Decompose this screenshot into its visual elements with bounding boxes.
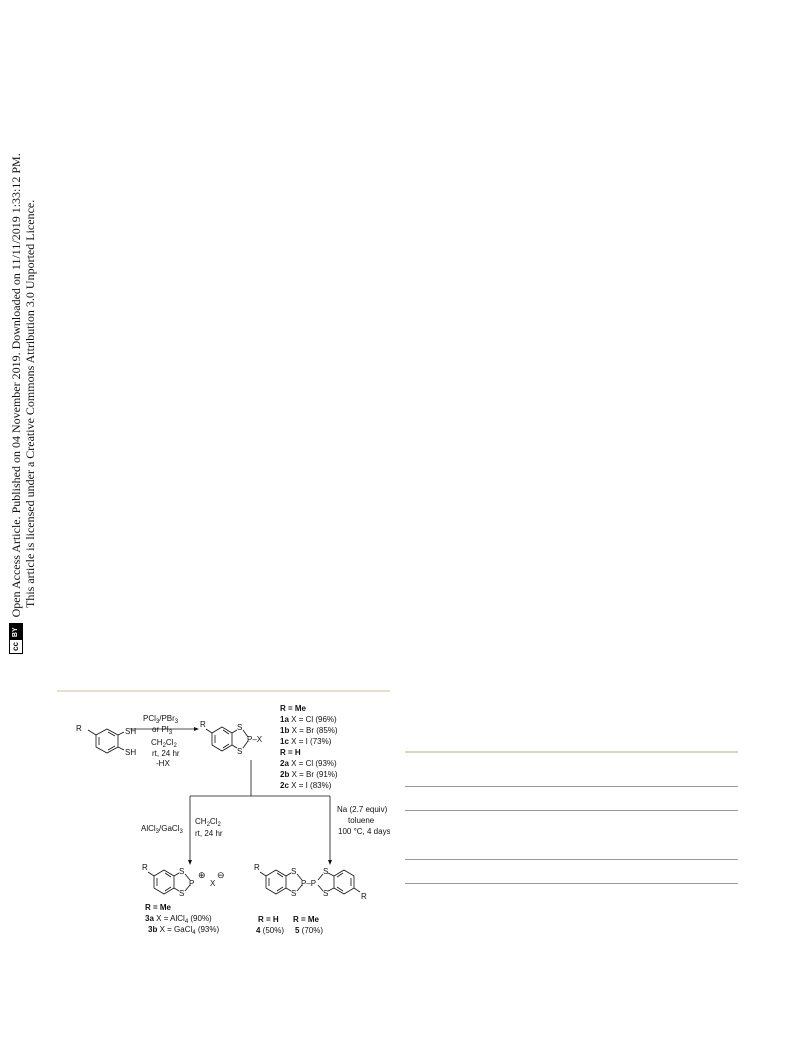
table-rule-5: [405, 883, 738, 884]
p3-p: P: [189, 879, 195, 888]
p45-s-2: S: [291, 889, 297, 898]
right-arrow-head: [328, 860, 332, 865]
licence-text[interactable]: This article is licensed under a Creative Commons Attribution 3.0 Unported Licence.: [23, 199, 37, 608]
p45-pp: P–P: [301, 879, 317, 888]
arrow1-solvent: $CH_2Cl_2$: [151, 738, 177, 749]
left-solvent: $CH_2Cl_2$: [195, 817, 221, 828]
p1-row-2a: 2a X = Cl (93%): [280, 759, 337, 768]
p1-r-label: R: [200, 720, 206, 729]
p3-r-label: R: [142, 863, 148, 872]
by-icon: BY: [10, 624, 22, 640]
table-rule-4: [405, 859, 738, 860]
sidebar-license-text: [9, 153, 37, 654]
sh-top-label: SH: [125, 727, 137, 736]
p3-row-3a: 3a X = AlCl$_4$ (90%): [145, 914, 212, 925]
table-rule-3: [405, 810, 738, 811]
p1-row-2c: 2c X = I (83%): [280, 781, 332, 790]
p5-yield: 5 (70%): [295, 926, 324, 935]
table-rule-2: [405, 786, 738, 787]
starting-dithiol: [88, 729, 124, 753]
cc-by-badge[interactable]: [9, 623, 23, 654]
minus-charge-icon: ⊖: [217, 870, 225, 880]
reaction-scheme: [60, 700, 390, 945]
p3-s-top: S: [179, 867, 185, 876]
scheme-top-rule: [57, 690, 390, 692]
p1-rme-header: R = Me: [280, 704, 307, 713]
cc-icon: cc: [11, 642, 20, 651]
left-reagent: AlCl$_3$/GaCl$_3$: [141, 824, 183, 835]
p1-rh-header: R = H: [280, 748, 301, 757]
p3-s-bottom: S: [179, 889, 185, 898]
right-conditions: 100 °C, 4 days: [338, 827, 390, 836]
p45-s-4: S: [323, 889, 329, 898]
p4-rh: R = H: [258, 915, 279, 924]
arrow1-reagent-alt: or $PI_3$: [152, 725, 173, 736]
open-access-text: Open Access Article. Published on 04 November 2019. Downloaded on 11/11/2019 1:33:12 PM.: [9, 153, 23, 618]
left-arrow-head: [188, 860, 192, 865]
arrow1-conditions: rt, 24 hr: [152, 749, 180, 758]
p1-row-1c: 1c X = I (73%): [280, 737, 332, 746]
left-conditions: rt, 24 hr: [195, 829, 223, 838]
sh-bottom-label: SH: [125, 748, 137, 757]
p45-r-right: R: [361, 892, 367, 901]
p45-s-3: S: [323, 867, 329, 876]
table-rule-1: [405, 751, 738, 753]
p45-r-left: R: [254, 863, 260, 872]
sidebar-line-1: [9, 153, 23, 654]
sidebar-line-2: [23, 153, 37, 654]
p1-s-bottom: S: [237, 747, 243, 756]
p1-s-top: S: [237, 723, 243, 732]
p1-row-1b: 1b X = Br (85%): [280, 726, 338, 735]
start-r-label: R: [76, 724, 82, 733]
right-solvent: toluene: [348, 816, 375, 825]
p1-row-2b: 2b X = Br (91%): [280, 770, 338, 779]
p3-x: X: [210, 879, 216, 888]
arrow1-reagent: PCl$_3$/PBr$_3$: [143, 714, 179, 725]
right-reagent: Na (2.7 equiv): [337, 805, 388, 814]
p4-yield: 4 (50%): [256, 926, 285, 935]
p1-row-1a: 1a X = Cl (96%): [280, 715, 337, 724]
p45-s-1: S: [291, 867, 297, 876]
plus-charge-icon: ⊕: [198, 870, 206, 880]
arrow1-byproduct: -HX: [156, 759, 170, 768]
p1-p-x: P–X: [247, 735, 263, 744]
arrow-1-head: [194, 727, 199, 731]
p5-rme: R = Me: [293, 915, 320, 924]
p3-rme: R = Me: [145, 903, 172, 912]
p3-row-3b: 3b X = GaCl$_4$ (93%): [148, 925, 220, 936]
